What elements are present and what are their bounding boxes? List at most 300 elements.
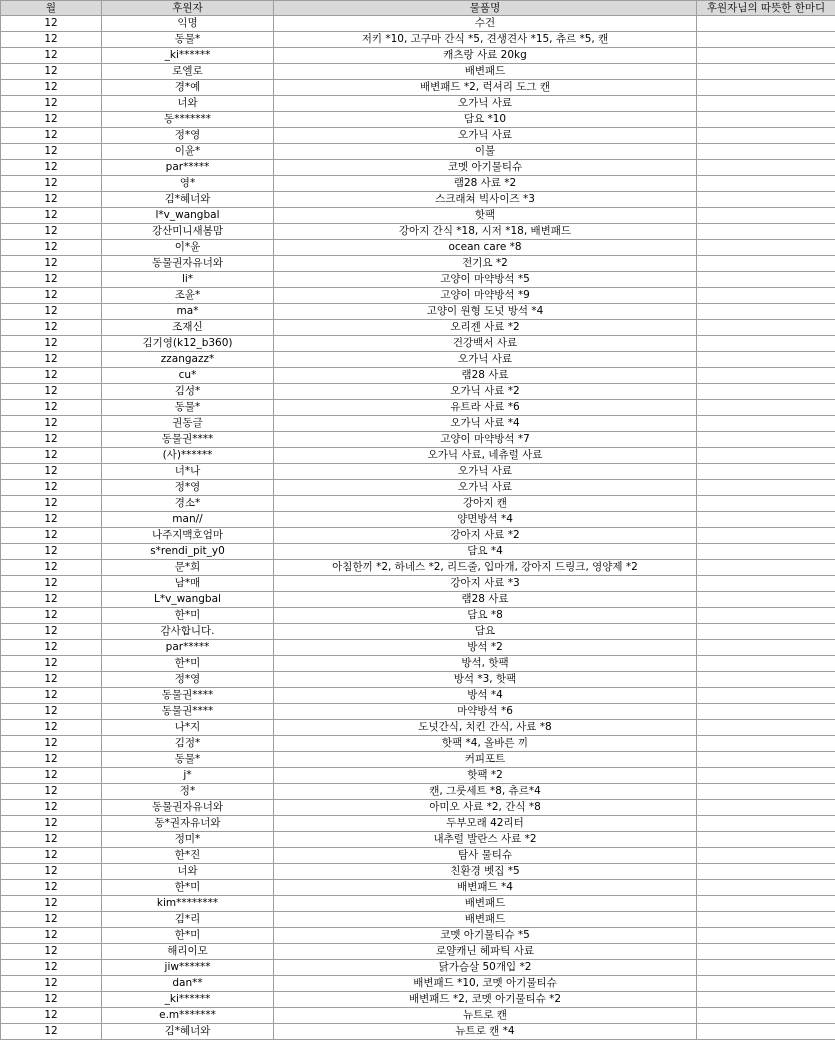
- cell-donor[interactable]: 정*: [102, 784, 274, 800]
- cell-donor[interactable]: 정*영: [102, 672, 274, 688]
- cell-message[interactable]: [697, 480, 835, 496]
- table-row: [1, 848, 835, 864]
- cell-month[interactable]: 12: [1, 80, 102, 96]
- cell-item[interactable]: 담요 *8: [274, 608, 697, 624]
- cell-donor[interactable]: 동*권자유너와: [102, 816, 274, 832]
- cell-item[interactable]: 담요 *10: [274, 112, 697, 128]
- cell-month[interactable]: 12: [1, 704, 102, 720]
- cell-item[interactable]: 배변패드 *10, 코멧 아기물티슈: [274, 976, 697, 992]
- cell-item[interactable]: 아미오 사료 *2, 간식 *8: [274, 800, 697, 816]
- cell-donor[interactable]: 김*혜너와: [102, 192, 274, 208]
- cell-month[interactable]: 12: [1, 48, 102, 64]
- table-row: [1, 960, 835, 976]
- cell-item[interactable]: 로얄캐닌 헤파틱 사료: [274, 944, 697, 960]
- cell-donor[interactable]: par*****: [102, 640, 274, 656]
- cell-item[interactable]: 친환경 벳집 *5: [274, 864, 697, 880]
- table-row: [1, 720, 835, 736]
- cell-item[interactable]: 오가닉 사료: [274, 352, 697, 368]
- cell-message[interactable]: [697, 224, 835, 240]
- cell-message[interactable]: [697, 816, 835, 832]
- table-row: [1, 288, 835, 304]
- cell-item[interactable]: 오가닉 사료 *2: [274, 384, 697, 400]
- cell-month[interactable]: 12: [1, 16, 102, 32]
- cell-month[interactable]: 12: [1, 128, 102, 144]
- cell-month[interactable]: 12: [1, 448, 102, 464]
- cell-item[interactable]: ocean care *8: [274, 240, 697, 256]
- cell-donor[interactable]: 한*미: [102, 928, 274, 944]
- cell-item[interactable]: 커피포트: [274, 752, 697, 768]
- cell-message[interactable]: [697, 992, 835, 1008]
- cell-item[interactable]: 핫팩: [274, 208, 697, 224]
- cell-month[interactable]: 12: [1, 560, 102, 576]
- cell-donor[interactable]: j*: [102, 768, 274, 784]
- cell-item[interactable]: 램28 사료 *2: [274, 176, 697, 192]
- cell-item[interactable]: 핫팩 *2: [274, 768, 697, 784]
- cell-item[interactable]: 오가닉 사료: [274, 96, 697, 112]
- table-row: [1, 448, 835, 464]
- table-row: [1, 832, 835, 848]
- cell-message[interactable]: [697, 880, 835, 896]
- cell-donor[interactable]: 동물권자유너와: [102, 800, 274, 816]
- cell-donor[interactable]: (사)******: [102, 448, 274, 464]
- cell-item[interactable]: 저키 *10, 고구마 간식 *5, 견생견사 *15, 츄르 *5, 캔: [274, 32, 697, 48]
- cell-donor[interactable]: 동*******: [102, 112, 274, 128]
- cell-item[interactable]: 건강백서 사료: [274, 336, 697, 352]
- cell-message[interactable]: [697, 432, 835, 448]
- cell-month[interactable]: 12: [1, 464, 102, 480]
- cell-month[interactable]: 12: [1, 608, 102, 624]
- cell-item[interactable]: 담요 *4: [274, 544, 697, 560]
- cell-month[interactable]: 12: [1, 816, 102, 832]
- cell-donor[interactable]: 영*: [102, 176, 274, 192]
- cell-message[interactable]: [697, 464, 835, 480]
- cell-donor[interactable]: _ki******: [102, 992, 274, 1008]
- cell-message[interactable]: [697, 384, 835, 400]
- cell-month[interactable]: 12: [1, 320, 102, 336]
- cell-item[interactable]: 배변패드: [274, 896, 697, 912]
- cell-donor[interactable]: 이윤*: [102, 144, 274, 160]
- cell-donor[interactable]: e.m*******: [102, 1008, 274, 1024]
- cell-message[interactable]: [697, 592, 835, 608]
- cell-month[interactable]: 12: [1, 224, 102, 240]
- table-row: [1, 912, 835, 928]
- cell-donor[interactable]: 조재신: [102, 320, 274, 336]
- table-row: [1, 928, 835, 944]
- cell-donor[interactable]: 동물권자유너와: [102, 256, 274, 272]
- cell-message[interactable]: [697, 800, 835, 816]
- cell-donor[interactable]: L*v_wangbal: [102, 592, 274, 608]
- cell-message[interactable]: [697, 304, 835, 320]
- table-row: [1, 352, 835, 368]
- cell-month[interactable]: 12: [1, 192, 102, 208]
- cell-item[interactable]: 오가닉 사료: [274, 464, 697, 480]
- cell-donor[interactable]: 정*영: [102, 128, 274, 144]
- cell-item[interactable]: 마약방석 *6: [274, 704, 697, 720]
- cell-month[interactable]: 12: [1, 208, 102, 224]
- cell-donor[interactable]: zzangazz*: [102, 352, 274, 368]
- cell-message[interactable]: [697, 688, 835, 704]
- cell-donor[interactable]: 동물*: [102, 32, 274, 48]
- table-row: [1, 768, 835, 784]
- cell-donor[interactable]: 너*나: [102, 464, 274, 480]
- cell-donor[interactable]: 조윤*: [102, 288, 274, 304]
- cell-message[interactable]: [697, 288, 835, 304]
- cell-item[interactable]: 아침한끼 *2, 하네스 *2, 리드줄, 입마개, 강아지 드링크, 영양제 *2: [274, 560, 697, 576]
- cell-item[interactable]: 캐츠랑 사료 20kg: [274, 48, 697, 64]
- header-item[interactable]: 물품명: [274, 1, 697, 16]
- cell-message[interactable]: [697, 784, 835, 800]
- table-row: [1, 528, 835, 544]
- cell-donor[interactable]: 경*예: [102, 80, 274, 96]
- table-row: [1, 976, 835, 992]
- cell-message[interactable]: [697, 208, 835, 224]
- cell-month[interactable]: 12: [1, 272, 102, 288]
- cell-month[interactable]: 12: [1, 1008, 102, 1024]
- cell-month[interactable]: 12: [1, 880, 102, 896]
- cell-item[interactable]: 내추럴 발란스 사료 *2: [274, 832, 697, 848]
- cell-item[interactable]: 양면방석 *4: [274, 512, 697, 528]
- cell-message[interactable]: [697, 352, 835, 368]
- cell-month[interactable]: 12: [1, 480, 102, 496]
- cell-month[interactable]: 12: [1, 928, 102, 944]
- cell-donor[interactable]: 김정*: [102, 736, 274, 752]
- cell-donor[interactable]: 해리이모: [102, 944, 274, 960]
- cell-message[interactable]: [697, 48, 835, 64]
- cell-month[interactable]: 12: [1, 896, 102, 912]
- cell-donor[interactable]: li*: [102, 272, 274, 288]
- cell-message[interactable]: [697, 176, 835, 192]
- cell-month[interactable]: 12: [1, 752, 102, 768]
- table-row: [1, 672, 835, 688]
- cell-item[interactable]: 강아지 캔: [274, 496, 697, 512]
- cell-item[interactable]: 고양이 원형 도넛 방석 *4: [274, 304, 697, 320]
- table-row: [1, 64, 835, 80]
- cell-message[interactable]: [697, 320, 835, 336]
- cell-item[interactable]: 스크래쳐 빅사이즈 *3: [274, 192, 697, 208]
- table-row: [1, 80, 835, 96]
- cell-message[interactable]: [697, 400, 835, 416]
- cell-message[interactable]: [697, 240, 835, 256]
- cell-message[interactable]: [697, 704, 835, 720]
- cell-message[interactable]: [697, 912, 835, 928]
- cell-donor[interactable]: 김*혜너와: [102, 1024, 274, 1040]
- cell-month[interactable]: 12: [1, 64, 102, 80]
- cell-donor[interactable]: 정미*: [102, 832, 274, 848]
- cell-message[interactable]: [697, 112, 835, 128]
- table-row: [1, 992, 835, 1008]
- cell-message[interactable]: [697, 512, 835, 528]
- cell-donor[interactable]: 동물*: [102, 400, 274, 416]
- table-row: [1, 816, 835, 832]
- cell-month[interactable]: 12: [1, 800, 102, 816]
- header-month[interactable]: 월: [1, 1, 102, 16]
- cell-donor[interactable]: 한*진: [102, 848, 274, 864]
- cell-message[interactable]: [697, 656, 835, 672]
- table-row: [1, 208, 835, 224]
- cell-donor[interactable]: 김*리: [102, 912, 274, 928]
- cell-item[interactable]: 강아지 사료 *2: [274, 528, 697, 544]
- cell-donor[interactable]: 감사합니다.: [102, 624, 274, 640]
- cell-item[interactable]: 담요: [274, 624, 697, 640]
- cell-message[interactable]: [697, 256, 835, 272]
- cell-item[interactable]: 두부모래 42리터: [274, 816, 697, 832]
- cell-month[interactable]: 12: [1, 848, 102, 864]
- cell-donor[interactable]: 동물권****: [102, 704, 274, 720]
- cell-item[interactable]: 코멧 아기물티슈 *5: [274, 928, 697, 944]
- cell-message[interactable]: [697, 32, 835, 48]
- cell-donor[interactable]: 동물권****: [102, 688, 274, 704]
- cell-item[interactable]: 배변패드: [274, 64, 697, 80]
- cell-month[interactable]: 12: [1, 864, 102, 880]
- cell-item[interactable]: 배변패드 *2, 럭셔리 도그 캔: [274, 80, 697, 96]
- cell-month[interactable]: 12: [1, 144, 102, 160]
- cell-item[interactable]: 탐사 물티슈: [274, 848, 697, 864]
- cell-donor[interactable]: 정*영: [102, 480, 274, 496]
- cell-item[interactable]: 강아지 간식 *18, 시저 *18, 배변패드: [274, 224, 697, 240]
- cell-item[interactable]: 오리젠 사료 *2: [274, 320, 697, 336]
- cell-month[interactable]: 12: [1, 720, 102, 736]
- cell-item[interactable]: 방석 *4: [274, 688, 697, 704]
- cell-donor[interactable]: 권동글: [102, 416, 274, 432]
- cell-month[interactable]: 12: [1, 256, 102, 272]
- cell-message[interactable]: [697, 848, 835, 864]
- cell-item[interactable]: 뉴트로 캔 *4: [274, 1024, 697, 1040]
- cell-item[interactable]: 뉴트로 캔: [274, 1008, 697, 1024]
- cell-item[interactable]: 전기요 *2: [274, 256, 697, 272]
- cell-message[interactable]: [697, 448, 835, 464]
- cell-month[interactable]: 12: [1, 528, 102, 544]
- cell-donor[interactable]: l*v_wangbal: [102, 208, 274, 224]
- cell-message[interactable]: [697, 336, 835, 352]
- cell-month[interactable]: 12: [1, 960, 102, 976]
- cell-message[interactable]: [697, 1024, 835, 1040]
- cell-message[interactable]: [697, 896, 835, 912]
- cell-donor[interactable]: 나*지: [102, 720, 274, 736]
- table-row: [1, 944, 835, 960]
- cell-month[interactable]: 12: [1, 176, 102, 192]
- cell-donor[interactable]: 익명: [102, 16, 274, 32]
- cell-month[interactable]: 12: [1, 640, 102, 656]
- cell-donor[interactable]: 한*미: [102, 608, 274, 624]
- cell-month[interactable]: 12: [1, 336, 102, 352]
- cell-donor[interactable]: dan**: [102, 976, 274, 992]
- cell-donor[interactable]: 한*미: [102, 656, 274, 672]
- cell-item[interactable]: 오가닉 사료, 네츄럴 사료: [274, 448, 697, 464]
- table-row: [1, 128, 835, 144]
- cell-donor[interactable]: cu*: [102, 368, 274, 384]
- table-row: [1, 368, 835, 384]
- cell-item[interactable]: 배변패드 *4: [274, 880, 697, 896]
- cell-donor[interactable]: _ki******: [102, 48, 274, 64]
- cell-message[interactable]: [697, 752, 835, 768]
- header-message[interactable]: 후원자님의 따뜻한 한마디: [697, 1, 835, 16]
- cell-item[interactable]: 오가닉 사료 *4: [274, 416, 697, 432]
- cell-message[interactable]: [697, 64, 835, 80]
- cell-month[interactable]: 12: [1, 432, 102, 448]
- cell-message[interactable]: [697, 720, 835, 736]
- cell-donor[interactable]: 경소*: [102, 496, 274, 512]
- cell-month[interactable]: 12: [1, 944, 102, 960]
- cell-item[interactable]: 도넛간식, 치킨 간식, 사료 *8: [274, 720, 697, 736]
- cell-message[interactable]: [697, 736, 835, 752]
- cell-message[interactable]: [697, 528, 835, 544]
- cell-month[interactable]: 12: [1, 736, 102, 752]
- cell-month[interactable]: 12: [1, 1024, 102, 1040]
- cell-item[interactable]: 방석, 핫팩: [274, 656, 697, 672]
- cell-item[interactable]: 방석 *2: [274, 640, 697, 656]
- cell-month[interactable]: 12: [1, 496, 102, 512]
- table-row: [1, 96, 835, 112]
- cell-message[interactable]: [697, 560, 835, 576]
- cell-item[interactable]: 수건: [274, 16, 697, 32]
- cell-message[interactable]: [697, 496, 835, 512]
- cell-message[interactable]: [697, 864, 835, 880]
- table-row: [1, 16, 835, 32]
- cell-message[interactable]: [697, 768, 835, 784]
- header-row: [1, 1, 835, 16]
- cell-month[interactable]: 12: [1, 832, 102, 848]
- cell-month[interactable]: 12: [1, 624, 102, 640]
- cell-item[interactable]: 닭가슴살 50개입 *2: [274, 960, 697, 976]
- cell-month[interactable]: 12: [1, 544, 102, 560]
- cell-month[interactable]: 12: [1, 416, 102, 432]
- cell-message[interactable]: [697, 544, 835, 560]
- cell-message[interactable]: [697, 272, 835, 288]
- cell-item[interactable]: 핫팩 *4, 올바른 끼: [274, 736, 697, 752]
- cell-month[interactable]: 12: [1, 384, 102, 400]
- table-row: [1, 512, 835, 528]
- table-row: [1, 864, 835, 880]
- cell-message[interactable]: [697, 1008, 835, 1024]
- table-row: [1, 736, 835, 752]
- cell-message[interactable]: [697, 640, 835, 656]
- cell-item[interactable]: 코멧 아기물티슈: [274, 160, 697, 176]
- cell-donor[interactable]: 강산미니새봄맘: [102, 224, 274, 240]
- cell-month[interactable]: 12: [1, 400, 102, 416]
- cell-month[interactable]: 12: [1, 160, 102, 176]
- cell-item[interactable]: 고양이 마약방석 *7: [274, 432, 697, 448]
- cell-item[interactable]: 유트라 사료 *6: [274, 400, 697, 416]
- table-row: [1, 400, 835, 416]
- cell-message[interactable]: [697, 976, 835, 992]
- cell-message[interactable]: [697, 80, 835, 96]
- cell-message[interactable]: [697, 960, 835, 976]
- cell-month[interactable]: 12: [1, 912, 102, 928]
- cell-month[interactable]: 12: [1, 352, 102, 368]
- cell-donor[interactable]: 남*매: [102, 576, 274, 592]
- cell-item[interactable]: 고양이 마약방석 *5: [274, 272, 697, 288]
- table-row: [1, 560, 835, 576]
- cell-message[interactable]: [697, 160, 835, 176]
- cell-donor[interactable]: 김기영(k12_b360): [102, 336, 274, 352]
- cell-month[interactable]: 12: [1, 784, 102, 800]
- cell-message[interactable]: [697, 672, 835, 688]
- cell-month[interactable]: 12: [1, 992, 102, 1008]
- table-row: [1, 624, 835, 640]
- table-row: [1, 656, 835, 672]
- cell-message[interactable]: [697, 624, 835, 640]
- cell-item[interactable]: 고양이 마약방석 *9: [274, 288, 697, 304]
- cell-donor[interactable]: 너와: [102, 96, 274, 112]
- cell-donor[interactable]: 김성*: [102, 384, 274, 400]
- cell-donor[interactable]: par*****: [102, 160, 274, 176]
- cell-item[interactable]: 이불: [274, 144, 697, 160]
- cell-month[interactable]: 12: [1, 768, 102, 784]
- cell-message[interactable]: [697, 96, 835, 112]
- cell-item[interactable]: 램28 사료: [274, 368, 697, 384]
- cell-item[interactable]: 배변패드: [274, 912, 697, 928]
- table-row: [1, 416, 835, 432]
- cell-donor[interactable]: 한*미: [102, 880, 274, 896]
- cell-month[interactable]: 12: [1, 656, 102, 672]
- cell-month[interactable]: 12: [1, 672, 102, 688]
- cell-message[interactable]: [697, 576, 835, 592]
- cell-message[interactable]: [697, 928, 835, 944]
- cell-item[interactable]: 램28 사료: [274, 592, 697, 608]
- table-row: [1, 464, 835, 480]
- cell-message[interactable]: [697, 832, 835, 848]
- table-row: [1, 192, 835, 208]
- cell-donor[interactable]: 너와: [102, 864, 274, 880]
- cell-month[interactable]: 12: [1, 304, 102, 320]
- cell-month[interactable]: 12: [1, 576, 102, 592]
- cell-item[interactable]: 방석 *3, 핫팩: [274, 672, 697, 688]
- table-row: [1, 704, 835, 720]
- cell-message[interactable]: [697, 192, 835, 208]
- cell-donor[interactable]: 이*윤: [102, 240, 274, 256]
- cell-item[interactable]: 강아지 사료 *3: [274, 576, 697, 592]
- cell-message[interactable]: [697, 368, 835, 384]
- cell-donor[interactable]: s*rendi_pit_y0: [102, 544, 274, 560]
- cell-donor[interactable]: man//: [102, 512, 274, 528]
- cell-message[interactable]: [697, 144, 835, 160]
- cell-donor[interactable]: 동물*: [102, 752, 274, 768]
- cell-donor[interactable]: 나주지맥호엄마: [102, 528, 274, 544]
- cell-message[interactable]: [697, 128, 835, 144]
- cell-item[interactable]: 캔, 그룻세트 *8, 츄르*4: [274, 784, 697, 800]
- table-row: [1, 48, 835, 64]
- cell-month[interactable]: 12: [1, 368, 102, 384]
- cell-donor[interactable]: jiw******: [102, 960, 274, 976]
- table-row: [1, 144, 835, 160]
- cell-item[interactable]: 오가닉 사료: [274, 128, 697, 144]
- cell-item[interactable]: 배변패드 *2, 코멧 아기물티슈 *2: [274, 992, 697, 1008]
- cell-donor[interactable]: 로엘로: [102, 64, 274, 80]
- table-row: [1, 608, 835, 624]
- cell-month[interactable]: 12: [1, 112, 102, 128]
- cell-month[interactable]: 12: [1, 96, 102, 112]
- cell-month[interactable]: 12: [1, 288, 102, 304]
- cell-message[interactable]: [697, 944, 835, 960]
- cell-item[interactable]: 오가닉 사료: [274, 480, 697, 496]
- header-donor[interactable]: 후원자: [102, 1, 274, 16]
- cell-donor[interactable]: 문*희: [102, 560, 274, 576]
- cell-message[interactable]: [697, 608, 835, 624]
- cell-donor[interactable]: kim********: [102, 896, 274, 912]
- cell-message[interactable]: [697, 16, 835, 32]
- cell-month[interactable]: 12: [1, 32, 102, 48]
- table-row: [1, 592, 835, 608]
- cell-donor[interactable]: ma*: [102, 304, 274, 320]
- cell-donor[interactable]: 동물권****: [102, 432, 274, 448]
- cell-message[interactable]: [697, 416, 835, 432]
- cell-month[interactable]: 12: [1, 240, 102, 256]
- cell-month[interactable]: 12: [1, 512, 102, 528]
- cell-month[interactable]: 12: [1, 592, 102, 608]
- table-row: [1, 320, 835, 336]
- cell-month[interactable]: 12: [1, 976, 102, 992]
- cell-month[interactable]: 12: [1, 688, 102, 704]
